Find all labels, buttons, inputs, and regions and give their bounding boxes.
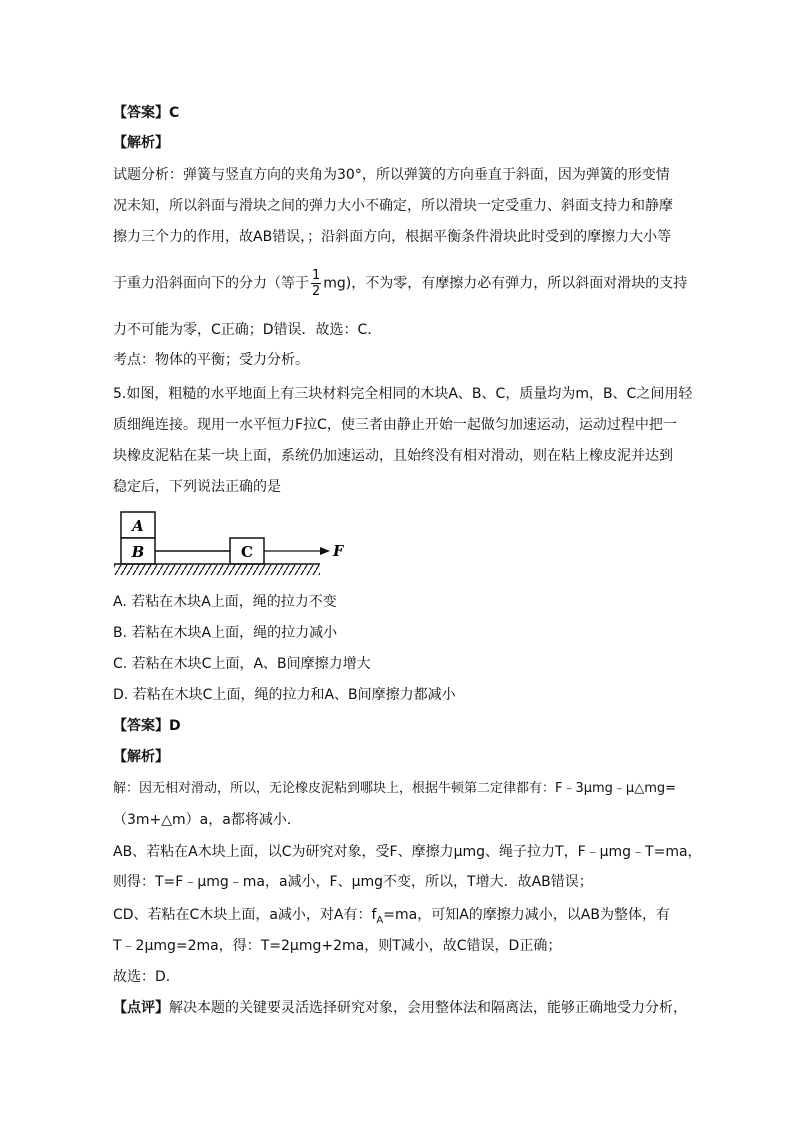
review-heading: 【点评】 [113, 1000, 169, 1016]
analysis2-line-4: 则得：T=F﹣μmg﹣ma，a减小，F、μmg不变，所以，T增大．故AB错误； [113, 874, 593, 890]
fraction-one-half [311, 268, 321, 299]
review-text: 解决本题的关键要灵活选择研究对象，会用整体法和隔离法，能够正确地受力分析， [169, 1000, 687, 1016]
answer-heading-2: 【答案】D [113, 718, 181, 734]
analysis1-line-4 [113, 268, 687, 299]
label-b: B [131, 543, 145, 561]
analysis2-line-3: AB、若粘在A木块上面，以C为研究对象，受F、摩擦力μmg、绳子拉力T，F﹣μmg﹣T=ma， [113, 844, 702, 860]
analysis2-line-7: 故选：D． [113, 969, 180, 985]
analysis2-line-2: （3m+△m）a，a都将减小． [113, 812, 301, 828]
question5-line-4: 稳定后，下列说法正确的是 [113, 479, 281, 495]
analysis1-line-4-pre: 于重力沿斜面向下的分力（等于 [113, 275, 309, 292]
analysis2-line-5-pre: CD、若粘在C木块上面，a减小，对A有：f [113, 907, 377, 923]
force-arrowhead [320, 547, 330, 555]
kaodian-line: 考点：物体的平衡；受力分析。 [113, 352, 309, 368]
analysis2-line-1: 解：因无相对滑动，所以，无论橡皮泥粘到哪块上，根据牛顿第二定律都有：F﹣3μmg﹣μ△mg= [113, 781, 677, 796]
analysis1-line-2: 况未知，所以斜面与滑块之间的弹力大小不确定，所以滑块一定受重力、斜面支持力和静摩 [113, 198, 673, 214]
question5-line-3: 块橡皮泥粘在某一块上面，系统仍加速运动，且始终没有相对滑动，则在粘上橡皮泥并达到 [113, 448, 673, 464]
fraction-numerator: 1 [312, 268, 321, 283]
review-line [113, 998, 687, 1018]
option-d: D. 若粘在木块C上面，绳的拉力和A、B间摩擦力都减小 [113, 687, 456, 703]
answer-heading-1: 【答案】C [113, 105, 180, 121]
question5-line-1: 5.如图，粗糙的水平地面上有三块材料完全相同的木块A、B、C，质量均为m，B、C之间用轻 [113, 386, 693, 402]
analysis1-line-3: 擦力三个力的作用，故AB错误，；沿斜面方向，根据平衡条件滑块此时受到的摩擦力大小等 [113, 229, 672, 245]
analysis1-line-5: 力不可能为零，C正确；D错误．故选：C． [113, 322, 382, 338]
analysis2-line-5-post: =ma，可知A的摩擦力减小，以AB为整体，有 [383, 907, 670, 923]
option-b: B. 若粘在木块A上面，绳的拉力减小 [113, 625, 338, 641]
analysis1-line-1: 试题分析：弹簧与竖直方向的夹角为30°，所以弹簧的方向垂直于斜面，因为弹簧的形变情 [113, 167, 670, 183]
analysis-heading-1: 【解析】 [113, 135, 169, 151]
option-a: A. 若粘在木块A上面，绳的拉力不变 [113, 594, 337, 610]
analysis-heading-2: 【解析】 [113, 749, 169, 765]
blocks-diagram [112, 510, 344, 578]
analysis2-line-6: T﹣2μmg=2ma，得：T=2μmg+2ma，则T减小，故C错误，D正确； [113, 938, 562, 954]
label-c: C [241, 543, 253, 561]
analysis2-line-5 [113, 905, 670, 931]
fraction-denominator: 2 [312, 284, 321, 299]
analysis1-line-4-post: mg)，不为零，有摩擦力必有弹力，所以斜面对滑块的支持 [323, 275, 688, 292]
ground-hatch [114, 565, 320, 575]
subscript-a: A [376, 914, 384, 926]
label-f: F [333, 542, 344, 560]
option-c: C. 若粘在木块C上面，A、B间摩擦力增大 [113, 656, 371, 672]
question5-line-2: 质细绳连接。现用一水平恒力F拉C，使三者由静止开始一起做匀加速运动，运动过程中把一 [113, 417, 677, 433]
label-a: A [132, 517, 144, 535]
